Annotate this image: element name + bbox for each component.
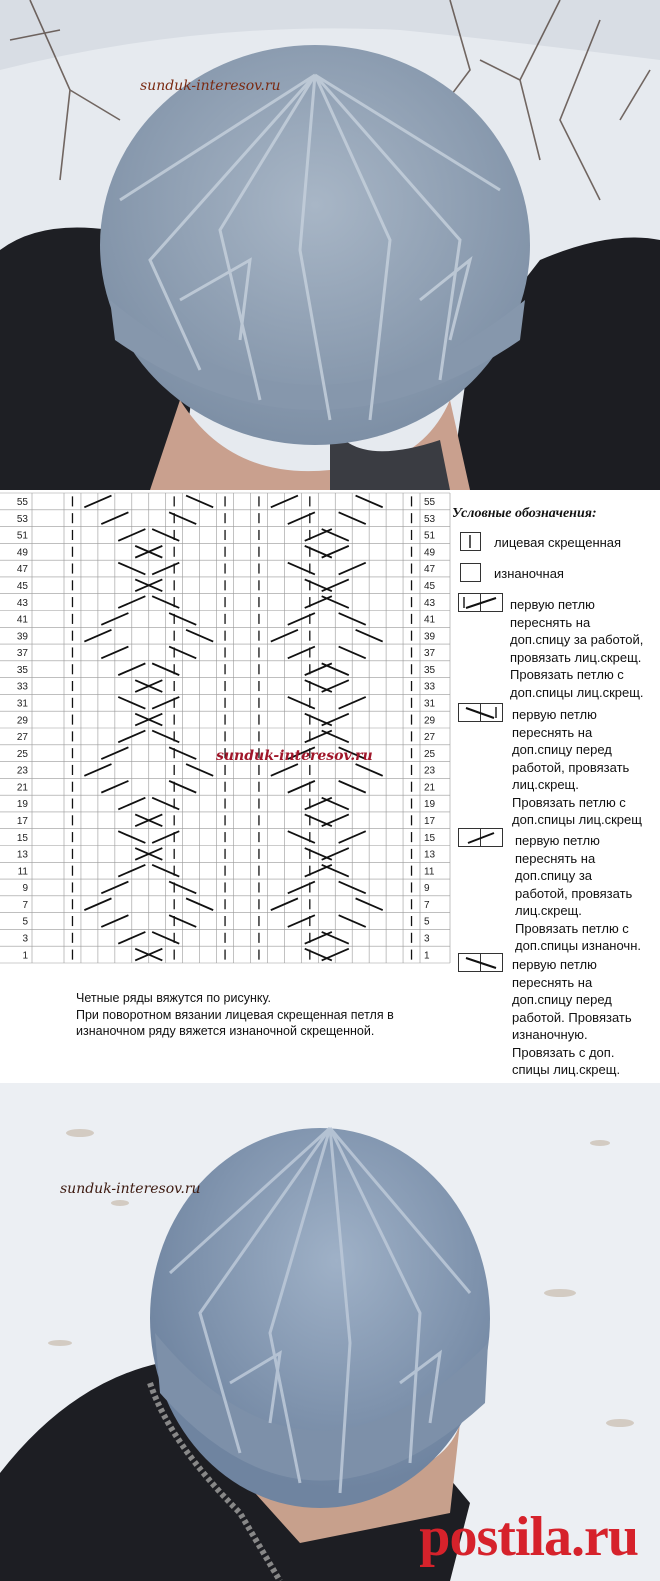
row-number-right: 49 xyxy=(424,547,436,559)
row-number-left: 13 xyxy=(16,849,28,861)
row-number-left: 11 xyxy=(17,866,28,878)
row-number-right: 13 xyxy=(424,849,436,861)
watermark-chart: sunduk-interesov.ru xyxy=(216,748,373,764)
twisted-knit-icon xyxy=(460,532,482,552)
cross-left-front-purl-icon xyxy=(458,953,504,973)
row-number-right: 27 xyxy=(424,732,436,744)
row-number-left: 5 xyxy=(22,916,28,928)
row-number-right: 25 xyxy=(424,748,436,760)
row-number-right: 55 xyxy=(424,497,436,509)
row-number-right: 47 xyxy=(424,564,436,576)
row-number-right: 3 xyxy=(424,933,430,945)
row-number-left: 29 xyxy=(16,715,28,727)
row-number-left: 9 xyxy=(22,883,28,895)
row-number-right: 39 xyxy=(424,631,436,643)
row-number-right: 37 xyxy=(424,648,436,660)
row-number-left: 39 xyxy=(16,631,28,643)
legend-text-cross-right-back-purl: первую петлю переснять на доп.спицу за работой, провязать лиц.скрещ. Провязать петлю с доп.спицы изнаночн. xyxy=(515,833,641,953)
row-number-right: 21 xyxy=(424,782,436,794)
row-number-left: 3 xyxy=(22,933,28,945)
hat-photo-bottom xyxy=(0,1083,660,1581)
row-number-left: 55 xyxy=(16,497,28,509)
legend-text-twisted-knit: лицевая скрещенная xyxy=(494,535,622,550)
row-number-right: 29 xyxy=(424,715,436,727)
row-number-left: 25 xyxy=(16,748,28,760)
row-number-left: 35 xyxy=(16,664,28,676)
row-number-right: 53 xyxy=(424,513,436,525)
row-number-left: 19 xyxy=(16,799,28,811)
row-number-left: 45 xyxy=(16,581,28,593)
row-number-left: 49 xyxy=(16,547,28,559)
row-number-left: 23 xyxy=(16,765,28,777)
legend-text-cross-left-front: первую петлю переснять на доп.спицу перед работой, провязать лиц.скрещ. Провязать петлю с доп.спицы лиц.скрещ xyxy=(512,707,642,827)
row-number-right: 51 xyxy=(424,530,436,542)
hat-photo-top-image xyxy=(0,0,660,490)
legend-title: Условные обозначения: xyxy=(452,506,597,521)
legend-text-cross-left-front-purl: первую петлю переснять на доп.спицу перед работой. Провязать изнаночную. Провязать с доп. спицы лиц.скрещ. xyxy=(512,957,632,1077)
row-number-right: 41 xyxy=(424,614,436,626)
cross-left-front-icon xyxy=(458,703,504,723)
even-rows-note: Четные ряды вяжутся по рисунку. При поворотном вязании лицевая скрещенная петля в изнаночном ряду вяжется изнаночной скрещенной. xyxy=(76,991,394,1038)
row-number-left: 41 xyxy=(16,614,28,626)
row-number-left: 51 xyxy=(16,530,28,542)
row-number-left: 31 xyxy=(16,698,28,710)
row-number-left: 33 xyxy=(16,681,28,693)
watermark-bottom: sunduk-interesov.ru xyxy=(60,1181,201,1197)
row-number-left: 21 xyxy=(16,782,28,794)
legend-text-cross-right-back: первую петлю переснять на доп.спицу за работой, провязать лиц.скрещ. Провязать петлю с доп.спицы лиц.скрещ. xyxy=(510,597,644,700)
row-number-left: 47 xyxy=(16,564,28,576)
row-number-left: 53 xyxy=(16,513,28,525)
cross-right-back-icon xyxy=(458,593,504,613)
row-number-right: 17 xyxy=(424,816,436,828)
row-number-right: 11 xyxy=(424,866,435,878)
row-number-right: 23 xyxy=(424,765,436,777)
row-number-right: 33 xyxy=(424,681,436,693)
row-number-right: 7 xyxy=(424,899,430,911)
hat-photo-top xyxy=(0,0,660,490)
postila-logo[interactable]: postila.ru xyxy=(419,1506,638,1568)
row-number-left: 37 xyxy=(16,648,28,660)
legend-text-purl: изнаночная xyxy=(494,566,564,581)
row-number-left: 1 xyxy=(22,950,28,962)
row-number-right: 5 xyxy=(424,916,430,928)
row-number-left: 7 xyxy=(22,899,28,911)
row-number-left: 17 xyxy=(16,816,28,828)
cross-right-back-purl-icon xyxy=(458,828,504,848)
watermark-top: sunduk-interesov.ru xyxy=(140,78,281,94)
row-number-right: 19 xyxy=(424,799,436,811)
row-number-left: 15 xyxy=(16,832,28,844)
row-number-right: 45 xyxy=(424,581,436,593)
row-number-right: 1 xyxy=(424,950,430,962)
row-number-right: 9 xyxy=(424,883,430,895)
row-number-right: 15 xyxy=(424,832,436,844)
purl-icon xyxy=(460,563,482,583)
row-number-left: 43 xyxy=(16,597,28,609)
row-number-right: 35 xyxy=(424,664,436,676)
row-number-left: 27 xyxy=(16,732,28,744)
row-number-right: 43 xyxy=(424,597,436,609)
row-number-right: 31 xyxy=(424,698,436,710)
